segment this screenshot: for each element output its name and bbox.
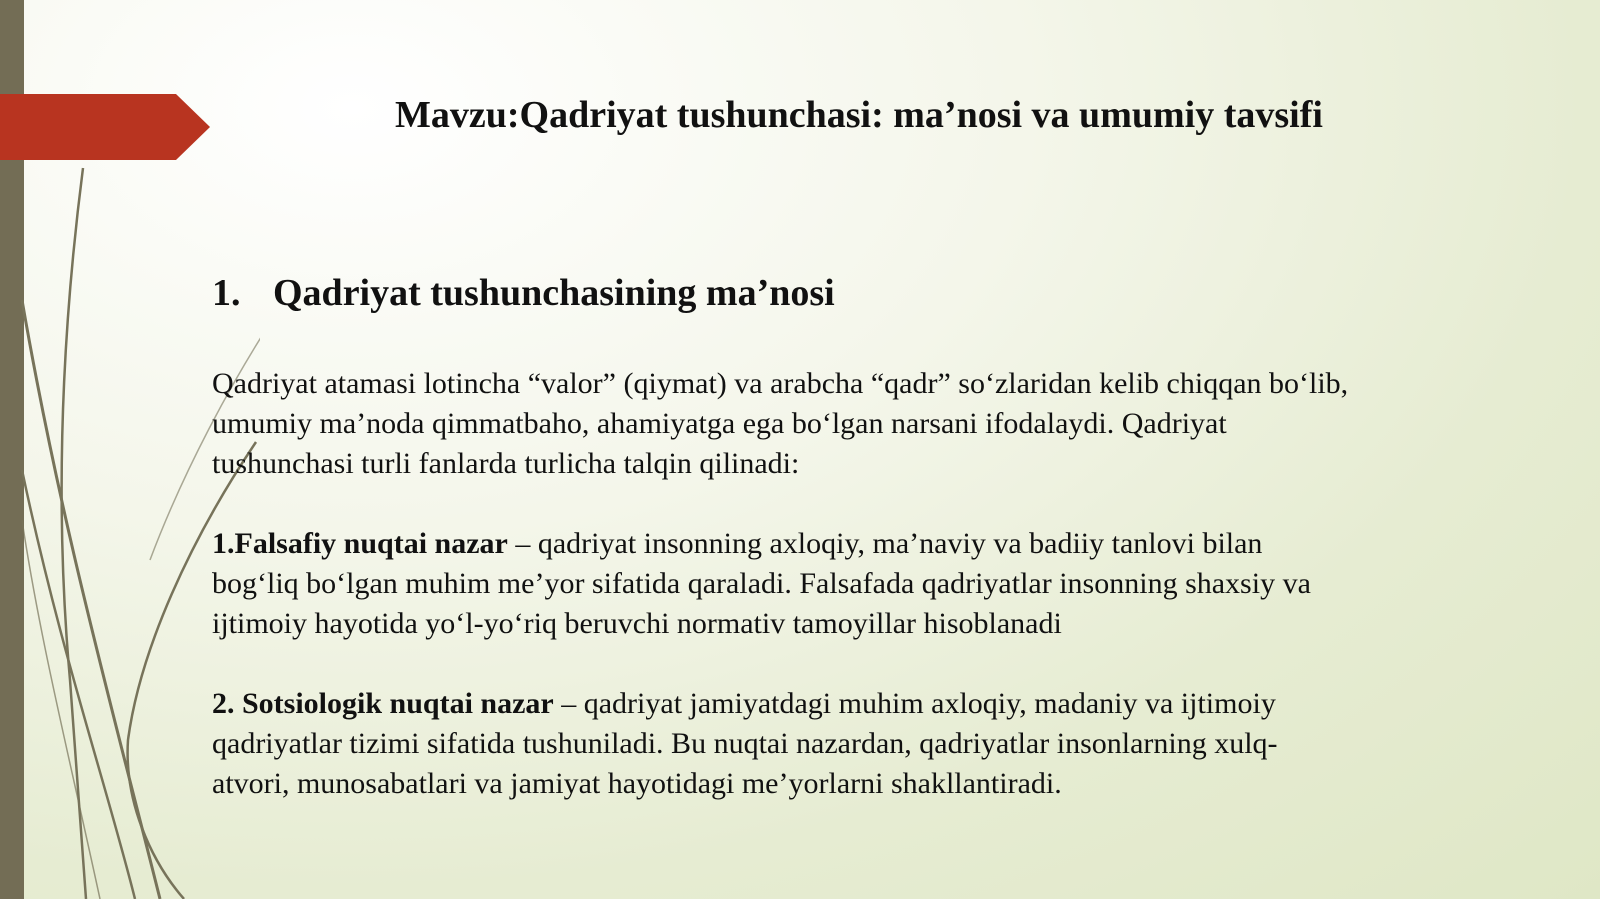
point-line: ijtimoiy hayotida yo‘l-yo‘riq beruvchi normativ tamoyillar hisoblanadi xyxy=(212,607,1062,640)
intro-line: Qadriyat atamasi lotincha “valor” (qiymat) va arabcha “qadr” so‘zlaridan kelib chiqqan bo‘lib, xyxy=(212,367,1349,400)
paragraph-gap xyxy=(212,484,1512,524)
point-text: – qadriyat jamiyatdagi muhim axloqiy, madaniy va ijtimoiy xyxy=(553,687,1276,720)
section-heading xyxy=(212,270,835,316)
point-line xyxy=(212,524,1512,564)
slide-title: Mavzu:Qadriyat tushunchasi: ma’nosi va umumiy tavsifi xyxy=(395,94,1323,136)
point-line: qadriyatlar tizimi sifatida tushuniladi. Bu nuqtai nazardan, qadriyatlar insonlarning xulq- xyxy=(212,727,1278,760)
point-line: bog‘liq bo‘lgan muhim me’yor sifatida qaraladi. Falsafada qadriyatlar insonning shaxsiy va xyxy=(212,567,1311,600)
point-text: – qadriyat insonning axloqiy, ma’naviy va badiiy tanlovi bilan xyxy=(507,527,1263,560)
title-arrow-shape xyxy=(0,94,210,160)
intro-line: umumiy ma’noda qimmatbaho, ahamiyatga ega bo‘lgan narsani ifodalaydi. Qadriyat xyxy=(212,407,1227,440)
intro-line: tushunchasi turli fanlarda turlicha talqin qilinadi: xyxy=(212,447,800,480)
point-lead-sociological: 2. Sotsiologik nuqtai nazar xyxy=(212,687,554,720)
section-heading-text: Qadriyat tushunchasining ma’nosi xyxy=(273,272,835,314)
point-line xyxy=(212,684,1512,724)
paragraph-gap xyxy=(212,644,1512,684)
point-line: atvori, munosabatlari va jamiyat hayotidagi me’yorlarni shakllantiradi. xyxy=(212,767,1062,800)
slide-body xyxy=(212,364,1512,804)
point-lead-philosophical: 1.Falsafiy nuqtai nazar xyxy=(212,527,508,560)
section-number: 1. xyxy=(212,272,241,314)
